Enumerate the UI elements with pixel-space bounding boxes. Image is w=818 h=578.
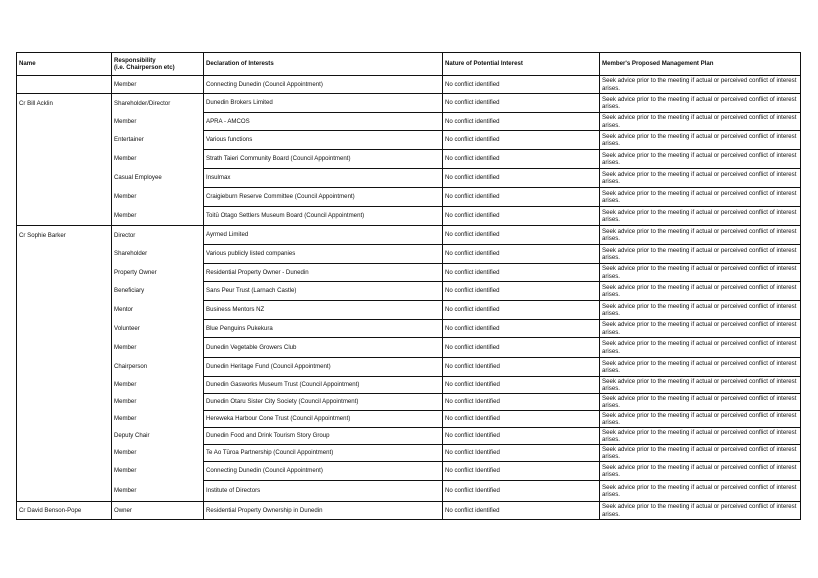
cell-nature: No conflict identified — [443, 320, 600, 338]
table-row — [17, 245, 801, 264]
table-row — [17, 301, 801, 320]
table-row — [17, 207, 801, 226]
cell-nature: No conflict identified — [443, 169, 600, 188]
cell-name — [17, 428, 112, 445]
cell-plan: Seek advice prior to the meeting if actual or perceived conflict of interest arises. — [600, 428, 801, 445]
cell-plan: Seek advice prior to the meeting if actual or perceived conflict of interest arises. — [600, 188, 801, 207]
cell-name — [17, 150, 112, 169]
table-row — [17, 282, 801, 301]
cell-responsibility: Member — [112, 445, 204, 462]
cell-nature: No conflict Identified — [443, 358, 600, 377]
cell-declaration: Insulmax — [204, 169, 443, 188]
cell-plan: Seek advice prior to the meeting if actual or perceived conflict of interest arises. — [600, 113, 801, 131]
cell-plan: Seek advice prior to the meeting if actual or perceived conflict of interest arises. — [600, 481, 801, 502]
cell-declaration: Blue Penguins Pukekura — [204, 320, 443, 338]
cell-name — [17, 131, 112, 150]
cell-declaration: Hereweka Harbour Cone Trust (Council Appointment) — [204, 411, 443, 428]
cell-nature: No conflict Identified — [443, 462, 600, 481]
cell-responsibility: Owner — [112, 502, 204, 520]
table-row — [17, 394, 801, 411]
table-body — [17, 76, 801, 520]
cell-plan: Seek advice prior to the meeting if actual or perceived conflict of interest arises. — [600, 502, 801, 520]
cell-declaration: Te Ao Tūroa Partnership (Council Appointment) — [204, 445, 443, 462]
cell-name — [17, 445, 112, 462]
table-row — [17, 150, 801, 169]
table-header-row — [17, 53, 801, 76]
cell-declaration: Dunedin Otaru Sister City Society (Council Appointment) — [204, 394, 443, 411]
cell-name — [17, 377, 112, 394]
header-responsibility — [112, 53, 204, 76]
table-row — [17, 338, 801, 358]
cell-nature: No conflict identified — [443, 150, 600, 169]
cell-plan: Seek advice prior to the meeting if actual or perceived conflict of interest arises. — [600, 338, 801, 358]
cell-responsibility: Member — [112, 411, 204, 428]
cell-plan: Seek advice prior to the meeting if actual or perceived conflict of interest arises. — [600, 462, 801, 481]
interests-register — [16, 52, 800, 520]
cell-responsibility: Mentor — [112, 301, 204, 320]
cell-declaration: Business Mentors NZ — [204, 301, 443, 320]
table-row — [17, 113, 801, 131]
cell-plan: Seek advice prior to the meeting if actual or perceived conflict of interest arises. — [600, 169, 801, 188]
table-row — [17, 188, 801, 207]
cell-nature: No conflict identified — [443, 94, 600, 113]
cell-declaration: Connecting Dunedin (Council Appointment) — [204, 462, 443, 481]
cell-name: Cr Bill Acklin — [17, 94, 112, 113]
cell-plan: Seek advice prior to the meeting if actual or perceived conflict of interest arises. — [600, 377, 801, 394]
cell-nature: No conflict Identified — [443, 428, 600, 445]
cell-name — [17, 481, 112, 502]
cell-responsibility: Member — [112, 188, 204, 207]
cell-nature: No conflict identified — [443, 264, 600, 282]
cell-nature: No conflict identified — [443, 113, 600, 131]
cell-declaration: Ayrmed Limited — [204, 226, 443, 245]
cell-declaration: Residential Property Ownership in Dunedin — [204, 502, 443, 520]
cell-responsibility: Member — [112, 394, 204, 411]
cell-responsibility: Volunteer — [112, 320, 204, 338]
cell-responsibility: Beneficiary — [112, 282, 204, 301]
cell-nature: No conflict identified — [443, 301, 600, 320]
cell-responsibility: Property Owner — [112, 264, 204, 282]
cell-plan: Seek advice prior to the meeting if actual or perceived conflict of interest arises. — [600, 394, 801, 411]
cell-plan: Seek advice prior to the meeting if actual or perceived conflict of interest arises. — [600, 226, 801, 245]
cell-declaration: Dunedin Vegetable Growers Club — [204, 338, 443, 358]
cell-nature: No conflict identified — [443, 502, 600, 520]
table-row — [17, 94, 801, 113]
cell-plan: Seek advice prior to the meeting if actual or perceived conflict of interest arises. — [600, 150, 801, 169]
cell-responsibility: Member — [112, 462, 204, 481]
table-row — [17, 264, 801, 282]
cell-plan: Seek advice prior to the meeting if actual or perceived conflict of interest arises. — [600, 282, 801, 301]
header-responsibility-line1: Responsibility — [114, 56, 156, 64]
cell-plan: Seek advice prior to the meeting if actual or perceived conflict of interest arises. — [600, 320, 801, 338]
cell-name — [17, 394, 112, 411]
table-row — [17, 411, 801, 428]
cell-nature: No conflict Identified — [443, 411, 600, 428]
table-row — [17, 131, 801, 150]
cell-declaration: Dunedin Heritage Fund (Council Appointment) — [204, 358, 443, 377]
cell-responsibility: Member — [112, 207, 204, 226]
cell-name — [17, 338, 112, 358]
cell-plan: Seek advice prior to the meeting if actual or perceived conflict of interest arises. — [600, 301, 801, 320]
cell-nature: No conflict identified — [443, 207, 600, 226]
cell-plan: Seek advice prior to the meeting if actual or perceived conflict of interest arises. — [600, 131, 801, 150]
cell-nature: No conflict identified — [443, 245, 600, 264]
cell-declaration: Institute of Directors — [204, 481, 443, 502]
cell-nature: No conflict Identified — [443, 445, 600, 462]
cell-declaration: Sans Peur Trust (Larnach Castle) — [204, 282, 443, 301]
cell-responsibility: Member — [112, 377, 204, 394]
header-responsibility-line2: (i.e. Chairperson etc) — [114, 64, 175, 71]
cell-declaration: Toitū Otago Settlers Museum Board (Council Appointment) — [204, 207, 443, 226]
cell-nature: No conflict Identified — [443, 481, 600, 502]
cell-responsibility: Member — [112, 113, 204, 131]
cell-name — [17, 358, 112, 377]
cell-plan: Seek advice prior to the meeting if actual or perceived conflict of interest arises. — [600, 358, 801, 377]
cell-plan: Seek advice prior to the meeting if actual or perceived conflict of interest arises. — [600, 94, 801, 113]
cell-name — [17, 462, 112, 481]
table-row — [17, 358, 801, 377]
table-row — [17, 445, 801, 462]
cell-responsibility: Member — [112, 338, 204, 358]
cell-responsibility: Shareholder/Director — [112, 94, 204, 113]
cell-declaration: Connecting Dunedin (Council Appointment) — [204, 76, 443, 94]
table-row — [17, 428, 801, 445]
cell-declaration: Dunedin Brokers Limited — [204, 94, 443, 113]
cell-name — [17, 113, 112, 131]
cell-nature: No conflict identified — [443, 76, 600, 94]
cell-name — [17, 411, 112, 428]
cell-name — [17, 320, 112, 338]
cell-nature: No conflict identified — [443, 338, 600, 358]
cell-responsibility: Chairperson — [112, 358, 204, 377]
table-row — [17, 320, 801, 338]
cell-responsibility: Member — [112, 481, 204, 502]
cell-responsibility: Entertainer — [112, 131, 204, 150]
cell-plan: Seek advice prior to the meeting if actual or perceived conflict of interest arises. — [600, 207, 801, 226]
cell-nature: No conflict identified — [443, 131, 600, 150]
cell-name — [17, 301, 112, 320]
cell-plan: Seek advice prior to the meeting if actual or perceived conflict of interest arises. — [600, 411, 801, 428]
header-declaration: Declaration of Interests — [204, 53, 443, 76]
table-row — [17, 462, 801, 481]
cell-declaration: Dunedin Food and Drink Tourism Story Group — [204, 428, 443, 445]
cell-name — [17, 169, 112, 188]
cell-responsibility: Casual Employee — [112, 169, 204, 188]
cell-plan: Seek advice prior to the meeting if actual or perceived conflict of interest arises. — [600, 76, 801, 94]
cell-name — [17, 282, 112, 301]
header-plan: Member's Proposed Management Plan — [600, 53, 801, 76]
cell-responsibility: Director — [112, 226, 204, 245]
cell-declaration: Strath Taieri Community Board (Council Appointment) — [204, 150, 443, 169]
table-row — [17, 481, 801, 502]
cell-plan: Seek advice prior to the meeting if actual or perceived conflict of interest arises. — [600, 264, 801, 282]
cell-declaration: Residential Property Owner - Dunedin — [204, 264, 443, 282]
cell-nature: No conflict identified — [443, 282, 600, 301]
cell-plan: Seek advice prior to the meeting if actual or perceived conflict of interest arises. — [600, 245, 801, 264]
cell-nature: No conflict identified — [443, 188, 600, 207]
cell-declaration: Dunedin Gasworks Museum Trust (Council Appointment) — [204, 377, 443, 394]
cell-responsibility: Shareholder — [112, 245, 204, 264]
interests-table — [16, 52, 801, 520]
cell-nature: No conflict identified — [443, 226, 600, 245]
cell-name — [17, 207, 112, 226]
table-row — [17, 169, 801, 188]
cell-name — [17, 245, 112, 264]
header-nature: Nature of Potential Interest — [443, 53, 600, 76]
cell-declaration: Various functions — [204, 131, 443, 150]
cell-declaration: Craigieburn Reserve Committee (Council Appointment) — [204, 188, 443, 207]
cell-responsibility: Deputy Chair — [112, 428, 204, 445]
cell-name — [17, 264, 112, 282]
cell-nature: No conflict Identified — [443, 377, 600, 394]
cell-name — [17, 76, 112, 94]
cell-nature: No conflict Identified — [443, 394, 600, 411]
cell-name — [17, 188, 112, 207]
cell-name: Cr David Benson-Pope — [17, 502, 112, 520]
cell-declaration: APRA - AMCOS — [204, 113, 443, 131]
cell-declaration: Various publicly listed companies — [204, 245, 443, 264]
table-row — [17, 377, 801, 394]
table-row — [17, 76, 801, 94]
cell-plan: Seek advice prior to the meeting if actual or perceived conflict of interest arises. — [600, 445, 801, 462]
cell-responsibility: Member — [112, 76, 204, 94]
table-row — [17, 226, 801, 245]
cell-responsibility: Member — [112, 150, 204, 169]
header-name: Name — [17, 53, 112, 76]
cell-name: Cr Sophie Barker — [17, 226, 112, 245]
table-row — [17, 502, 801, 520]
